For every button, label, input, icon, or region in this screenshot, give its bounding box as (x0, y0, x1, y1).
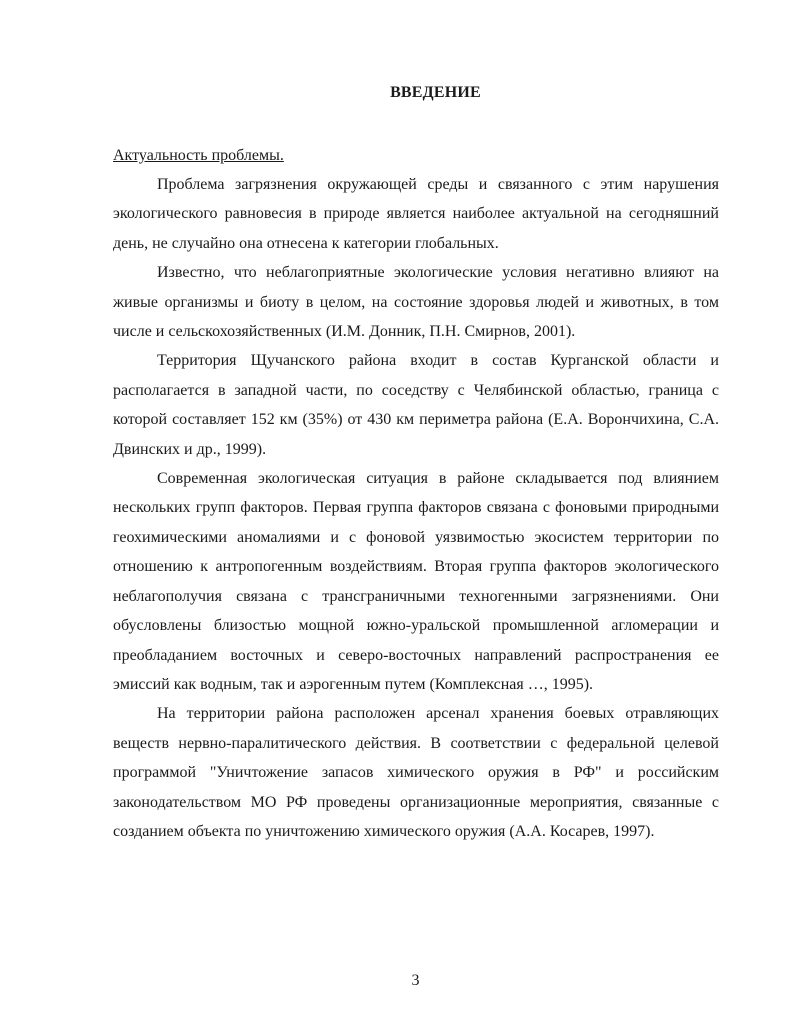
paragraph: Проблема загрязнения окружающей среды и связанного с этим нарушения экологического равновесия в природе является наиболее актуальной на сегодняшний день, не случайно она отнесена к категории глобальных. (113, 176, 719, 252)
body-text (113, 170, 719, 846)
section-heading: Актуальность проблемы. (113, 147, 284, 164)
paragraph: Известно, что неблагоприятные экологические условия негативно влияют на живые организмы и биоту в целом, на состояние здоровья людей и животных, в том числе и сельскохозяйственных (И.М. Донник, П.Н. Смирнов, 2001). (113, 264, 719, 341)
page-number: 3 (411, 972, 420, 989)
paragraph: На территории района расположен арсенал хранения боевых отравляющих веществ нервно-паралитического действия. В соответствии с федеральной целевой программой "Уничтожение запасов химического оружия в РФ" и российским законодательством МО РФ проведены организационные мероприятия, связанные с созданием объекта по уничтожению химического оружия (А.А. Косарев, 1997). (113, 705, 719, 840)
paragraph: Современная экологическая ситуация в районе складывается под влиянием нескольких групп факторов. Первая группа факторов связана с фоновыми природными геохимическими аномалиями и с фоновой уязвимостью экосистем территории по отношению к антропогенным воздействиям. Вторая группа факторов экологического неблагополучия связана с трансграничными техногенными загрязнениями. Они обусловлены близостью мощной южно-уральской промышленной агломерации и преобладанием восточных и северо-восточных направлений распространения ее эмиссий как водным, так и аэрогенным путем (Комплексная …, 1995). (113, 470, 719, 693)
paragraph: Территория Щучанского района входит в состав Курганской области и располагается в западной части, по соседству с Челябинской областью, граница с которой составляет 152 км (35%) от 430 км периметра района (Е.А. Ворончихина, С.А. Двинских и др., 1999). (113, 352, 719, 458)
page-title: ВВЕДЕНИЕ (390, 84, 481, 101)
